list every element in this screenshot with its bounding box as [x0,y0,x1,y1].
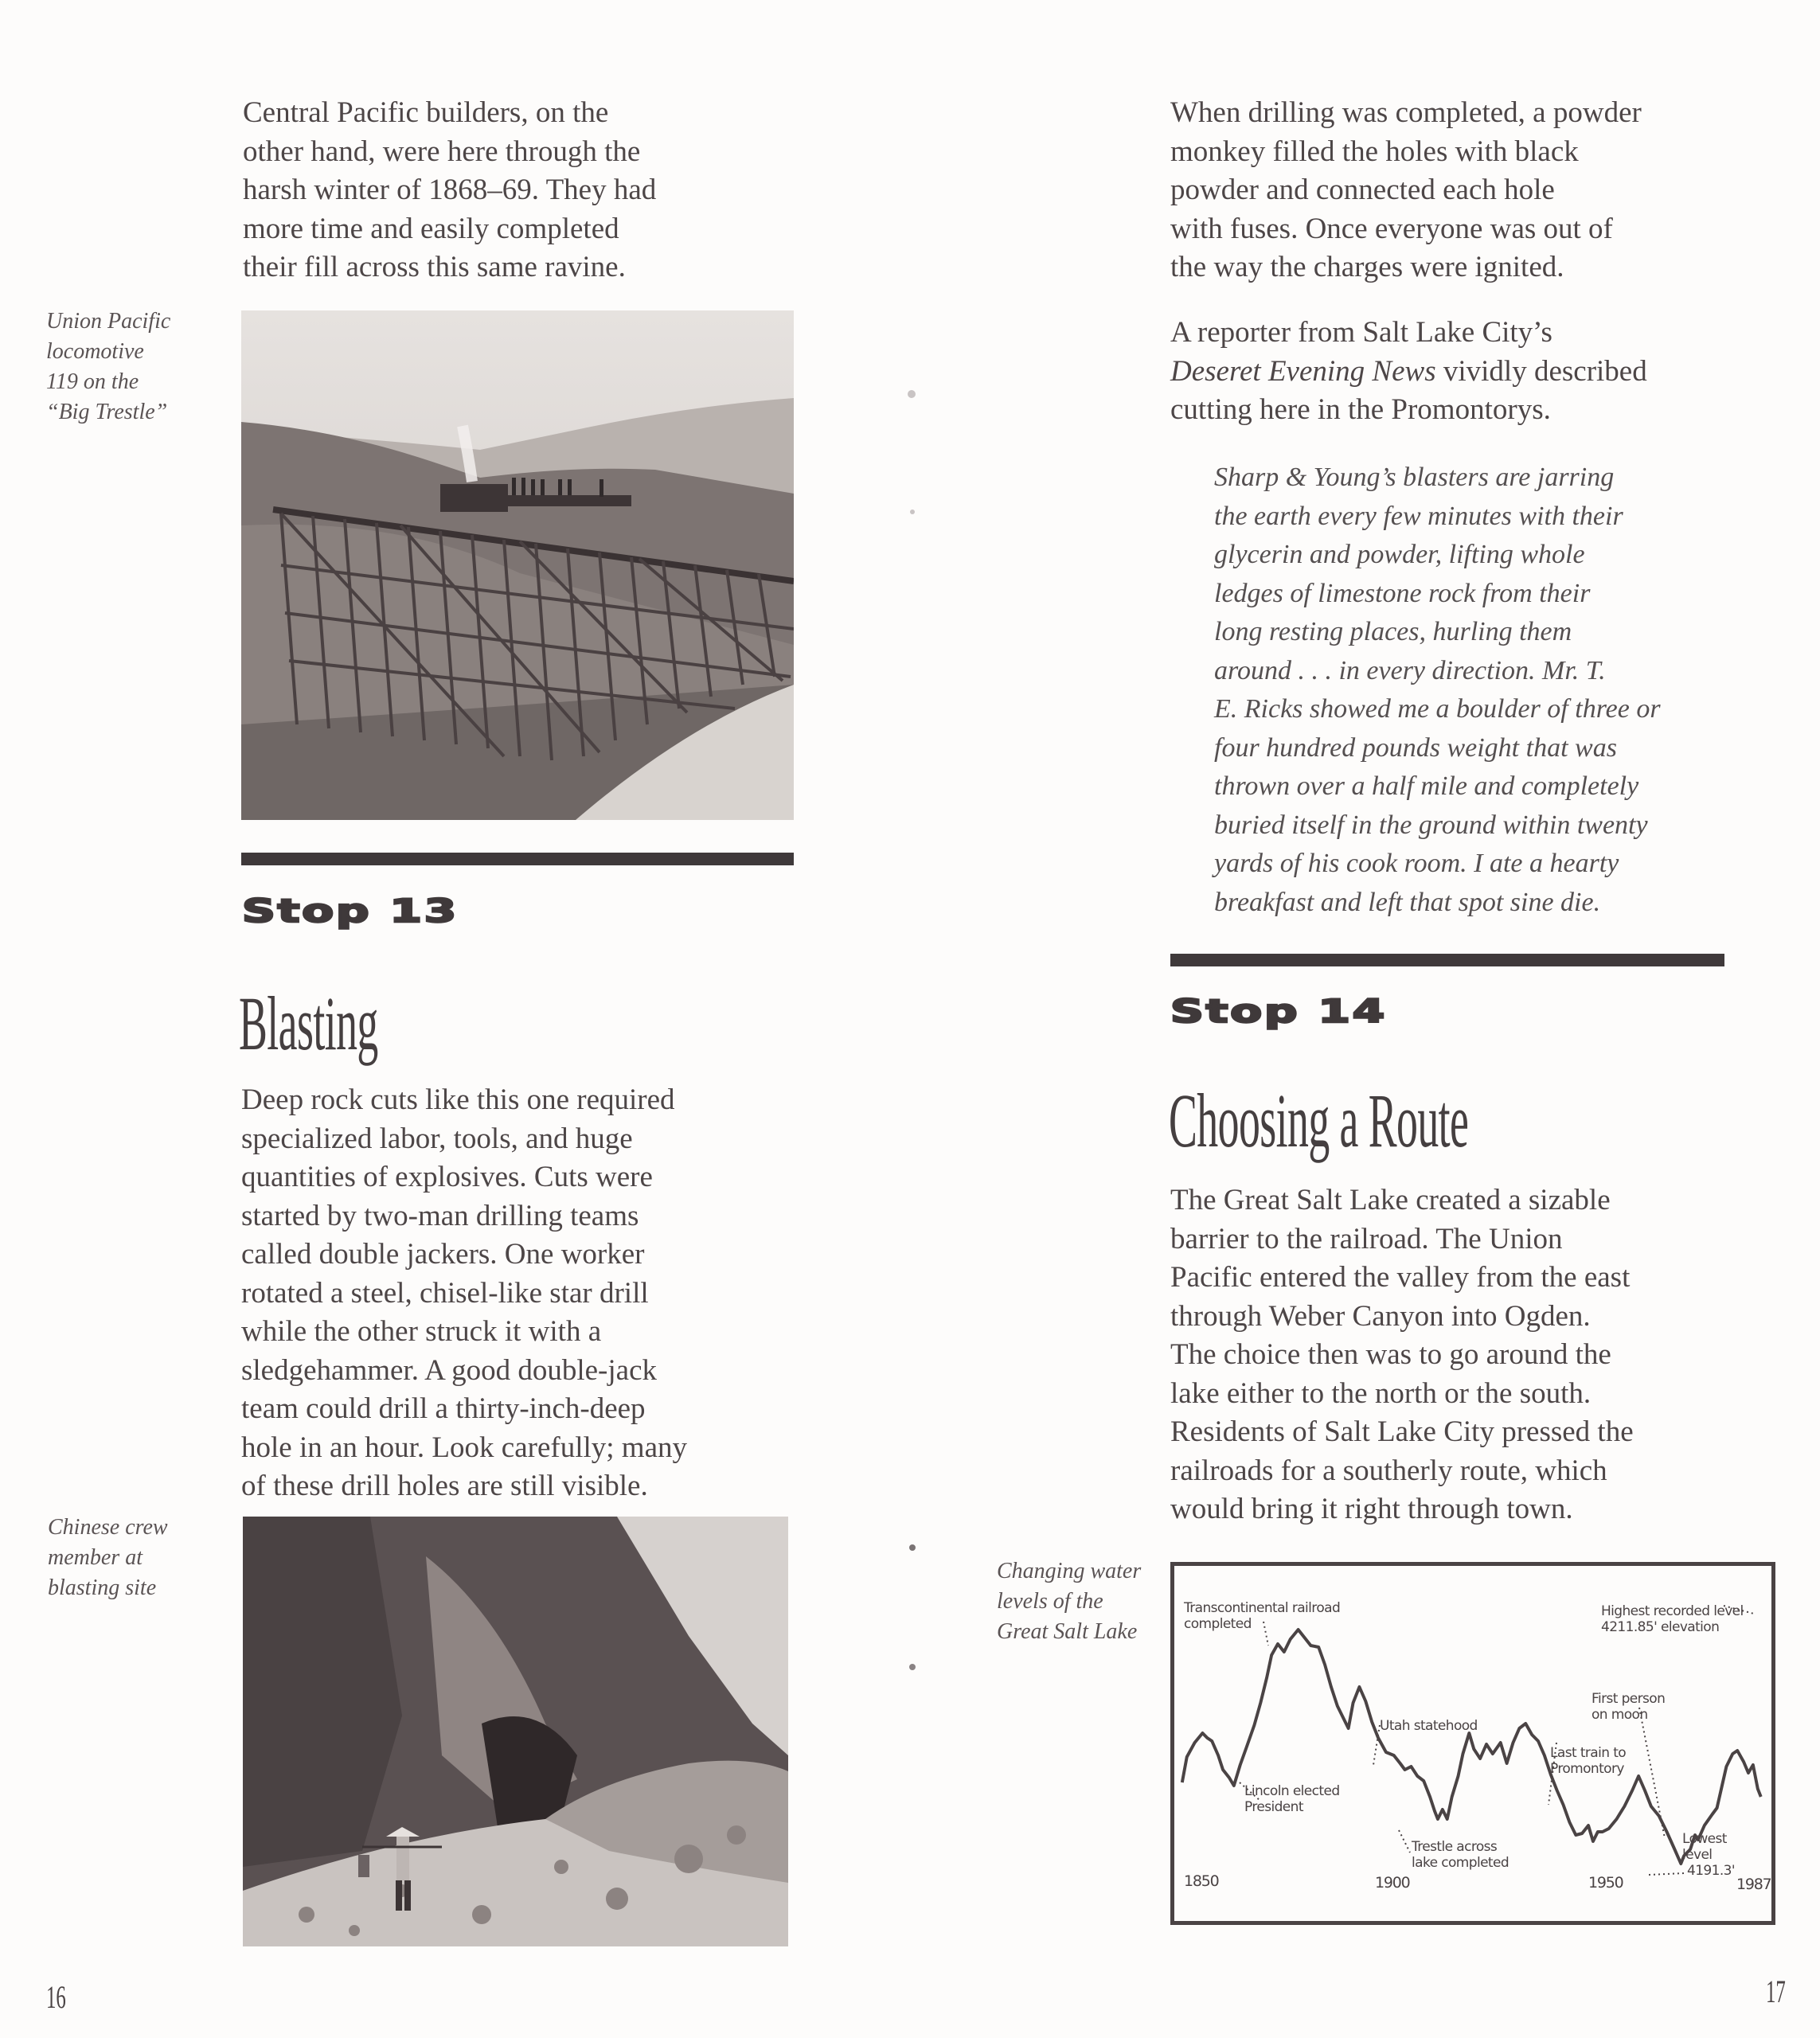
page-number-right: 17 [1766,1974,1786,2009]
drilling-paragraph [1170,94,1744,287]
text-line: The choice then was to go around the [1170,1338,1611,1371]
annotation-trestle-2: lake completed [1412,1855,1510,1871]
gutter-mark [909,1664,916,1670]
gutter-mark [909,1544,916,1551]
quote-line: ledges of limestone rock from their [1214,578,1591,608]
water-level-line [1182,1630,1761,1864]
gutter-mark [910,510,915,514]
annotation-trestle: Trestle across [1412,1839,1498,1855]
annotation-lowest-3: 4191.3' [1687,1863,1735,1879]
annotation-statehood: Utah statehood [1380,1718,1478,1734]
newspaper-title: Deseret Evening News [1170,354,1436,388]
stop-title: Blasting [239,981,378,1066]
text-line: When drilling was completed, a powder [1170,96,1642,129]
annotation-lincoln-2: President [1244,1799,1303,1815]
blasting-site-illustration [243,1517,788,1946]
caption-line: “Big Trestle” [46,400,168,424]
trestle-photo-illustration [241,310,794,820]
text-line: hole in an hour. Look carefully; many [241,1431,687,1464]
text-line: cutting here in the Promontorys. [1170,393,1551,426]
quote-line: breakfast and left that spot sine die. [1214,887,1601,917]
text-line: lake either to the north or the south. [1170,1376,1592,1410]
text-line: railroads for a southerly route, which [1170,1454,1607,1487]
text-fragment: vividly described [1435,354,1647,388]
quote-line: long resting places, hurling them [1214,617,1572,646]
text-line: their fill across this same ravine. [243,251,626,283]
text-line: rotated a steel, chisel-like star drill [241,1276,649,1310]
trestle-photo [241,310,794,820]
text-line: other hand, were here through the [243,135,641,168]
annotation-transcontinental-2: completed [1184,1616,1252,1632]
text-line: more time and easily completed [243,212,619,245]
text-line: of these drill holes are still visible. [241,1470,648,1502]
quote-line: Sharp & Young’s blasters are jarring [1214,463,1615,492]
annotation-last-train: Last train to [1550,1745,1627,1761]
text-line: quantities of explosives. Cuts were [241,1161,653,1193]
stop-label: Stop 13 [242,893,459,930]
quote-line: buried itself in the ground within twenty [1214,810,1648,840]
chart-caption [997,1556,1180,1647]
quote-line: around . . . in every direction. Mr. T. [1214,655,1606,685]
annotation-last-train-2: Promontory [1550,1761,1624,1777]
text-line: powder and connected each hole [1170,174,1555,206]
blasting-site-photo [243,1517,788,1946]
x-tick-1900: 1900 [1375,1874,1410,1892]
text-line: while the other struck it with a [241,1315,602,1348]
annotation-lowest: Lowest [1682,1831,1727,1847]
quote-line: the earth every few minutes with their [1214,501,1623,531]
annotation-moon: First person [1592,1691,1666,1707]
text-line: team could drill a thirty-inch-deep [241,1392,646,1425]
annotation-lowest-2: level [1682,1847,1713,1863]
text-line: through Weber Canyon into Ogden. [1170,1299,1591,1333]
text-line: with fuses. Once everyone was out of [1170,212,1613,245]
text-line: Pacific entered the valley from the east [1170,1261,1631,1294]
text-line: barrier to the railroad. The Union [1170,1222,1563,1255]
text-line: Central Pacific builders, on the [243,96,609,129]
text-line: Deep rock cuts like this one required [241,1083,675,1116]
section-rule [241,853,794,865]
caption-line: Chinese crew [48,1515,168,1540]
text-line: called double jackers. One worker [241,1238,645,1271]
quote-line: four hundred pounds weight that was [1214,732,1617,763]
stop-body [1170,1181,1744,1529]
leader-transcontinental [1263,1622,1268,1646]
intro-paragraph [243,94,816,287]
annotation-transcontinental: Transcontinental railroad [1184,1600,1341,1616]
text-line [1170,353,1744,392]
quote-line: glycerin and powder, lifting whole [1214,540,1585,569]
text-line: sledgehammer. A good double-jack [241,1353,657,1387]
photo-caption-trestle [46,306,237,428]
text-line: harsh winter of 1868–69. They had [243,174,657,206]
photo-caption-crew [48,1513,239,1603]
blockquote [1214,459,1763,922]
text-line: would bring it right through town. [1170,1493,1573,1525]
x-tick-1850: 1850 [1184,1872,1219,1890]
annotation-lincoln: Lincoln elected [1244,1783,1340,1799]
lake-level-line-chart [1174,1566,1771,1921]
caption-line: 119 on the [46,369,139,394]
stop-body [241,1081,814,1506]
caption-line: member at [48,1545,143,1570]
text-line: monkey filled the holes with black [1170,135,1579,168]
text-line: the way the charges were ignited. [1170,251,1564,283]
caption-line: locomotive [46,339,144,364]
page-number-left: 16 [46,1979,66,2015]
text-line: started by two-man drilling teams [241,1199,639,1232]
section-rule [1170,954,1724,966]
caption-line: Great Salt Lake [997,1619,1138,1644]
annotation-highest: Highest recorded level [1601,1603,1744,1619]
text-line: The Great Salt Lake created a sizable [1170,1184,1611,1216]
text-line: Residents of Salt Lake City pressed the [1170,1415,1634,1448]
x-tick-1950: 1950 [1588,1874,1623,1892]
caption-line: levels of the [997,1589,1103,1614]
caption-line: Changing water [997,1559,1142,1583]
text-line: A reporter from Salt Lake City’s [1170,316,1552,349]
lake-level-chart [1170,1562,1775,1925]
annotation-moon-2: on moon [1592,1707,1648,1723]
gutter-mark [908,390,916,398]
stop-label: Stop 14 [1170,994,1388,1030]
caption-line: blasting site [48,1575,157,1600]
x-tick-1987: 1987 [1736,1876,1771,1893]
leader-trestle [1399,1830,1410,1853]
annotation-highest-2: 4211.85' elevation [1601,1619,1720,1635]
quote-line: E. Ricks showed me a boulder of three or [1214,694,1661,724]
quote-line: yards of his cook room. I ate a hearty [1214,849,1619,878]
caption-line: Union Pacific [46,309,171,334]
leader-lowest [1649,1873,1684,1875]
quote-line: thrown over a half mile and completely [1214,771,1639,801]
stop-title: Choosing a Route [1169,1078,1469,1163]
reporter-paragraph [1170,314,1744,430]
text-line: specialized labor, tools, and huge [241,1122,633,1155]
